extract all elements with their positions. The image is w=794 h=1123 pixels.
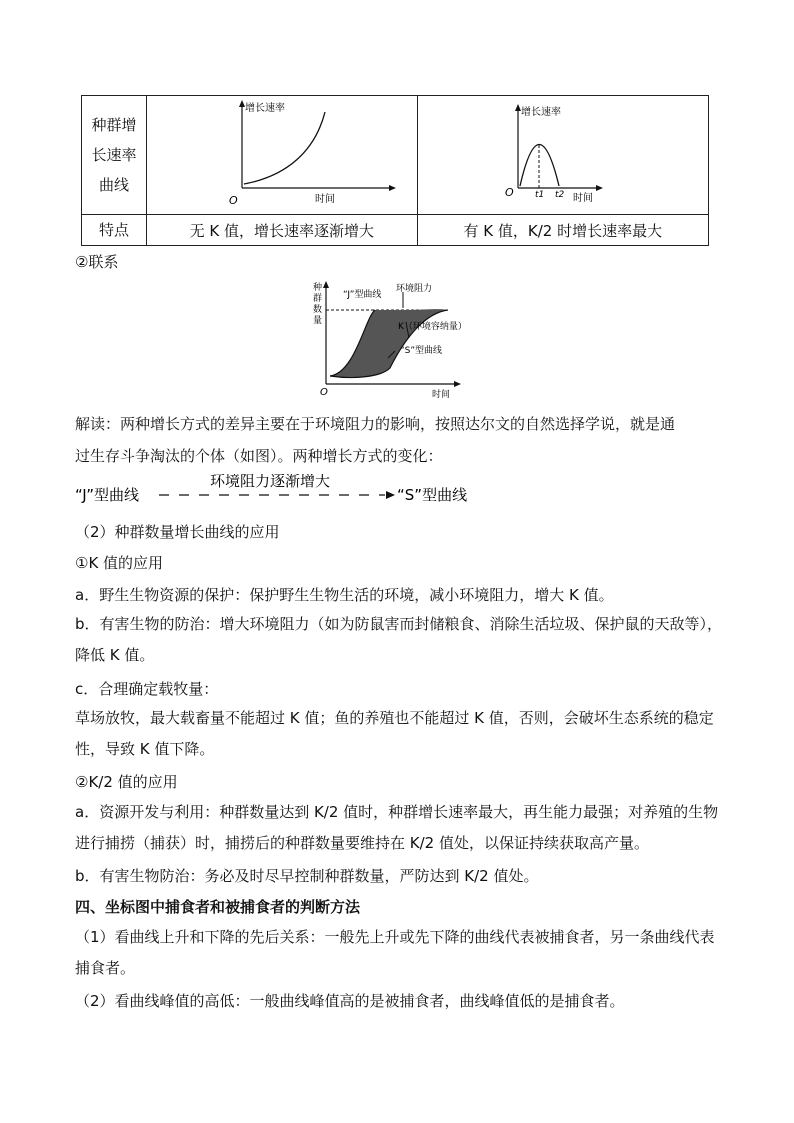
j-to-s-transition: [75, 474, 575, 514]
link-x-arrow: [454, 381, 461, 387]
s-t2-label: t2: [554, 190, 564, 200]
s-origin-label: O: [504, 186, 514, 199]
link-y-label-3: 数: [313, 305, 323, 315]
row-header-curve: [82, 96, 147, 215]
link-y-label-2: 群: [313, 294, 323, 304]
j-feature-cell: 无 K 值，增长速率逐渐增大: [147, 215, 418, 246]
j-x-arrow: [389, 185, 396, 191]
resistance-label: 环境阻力: [396, 284, 433, 294]
k-label: K（环境容纳量）: [398, 322, 467, 332]
k2-point-a: a．资源开发与利用：种群数量达到 K/2 值时，种群增长速率最大，再生能力最强；对养殖的生物进行捕捞（捕获）时，捕捞后的种群数量要维持在 K/2 值处，以保证持续获取高产量。: [75, 803, 719, 852]
transition-from: “J”型曲线: [75, 486, 140, 504]
interpretation-line-1: 解读：两种增长方式的差异主要在于环境阻力的影响，按照达尔文的自然选择学说，就是通: [75, 415, 676, 433]
j-origin-label: O: [229, 194, 238, 207]
k-application-title: ①K 值的应用: [75, 554, 164, 572]
j-rate-curve: [244, 112, 325, 184]
s-growth-rate-chart-cell: [417, 96, 708, 215]
j-s-link-chart: [310, 278, 480, 400]
j-growth-rate-chart: [147, 96, 447, 214]
j-growth-rate-chart-cell: [147, 96, 418, 215]
k-point-c: c．合理确定载牧量：: [75, 680, 219, 698]
row-header-line-2: 长速率: [91, 146, 137, 164]
environmental-resistance-area: [330, 309, 448, 377]
transition-to: “S”型曲线: [397, 486, 468, 504]
growth-rate-table: [81, 95, 709, 246]
s-curve-label: “S”型曲线: [400, 346, 443, 356]
k2-point-b: b．有害生物防治：务必及时尽早控制种群数量，严防达到 K/2 值处。: [75, 867, 539, 885]
lianxi-heading: ②联系: [75, 253, 119, 271]
k-point-b: b．有害生物的防治：增大环境阻力（如为防鼠害而封储粮食、消除生活垃圾、保护鼠的天敌等），降低 K 值。: [75, 615, 723, 664]
j-y-label: 增长速率: [245, 103, 285, 114]
j-x-label: 时间: [315, 194, 335, 205]
s-x-arrow: [596, 185, 603, 191]
transition-arrow-head: [386, 491, 395, 499]
s-x-label: 时间: [572, 193, 593, 204]
j-curve-label: “J”型曲线: [343, 290, 382, 300]
k-point-a: a．野生生物资源的保护：保护野生生物生活的环境，减小环境阻力，增大 K 值。: [75, 586, 614, 604]
link-y-arrow: [323, 281, 329, 288]
row-header-line-3: 曲线: [98, 176, 129, 194]
s-feature-cell: 有 K 值，K/2 时增长速率最大: [417, 215, 708, 246]
section-4-point-1: （1）看曲线上升和下降的先后关系：一般先上升或先下降的曲线代表被捕食者，另一条曲线代表捕食者。: [75, 928, 715, 977]
s-y-label: 增长速率: [520, 107, 561, 118]
k2-application-title: ②K/2 值的应用: [75, 773, 178, 791]
row-header-feature: 特点: [82, 215, 147, 246]
link-y-label-1: 种: [313, 283, 323, 293]
section-4-title: 四、坐标图中捕食者和被捕食者的判断方法: [75, 898, 361, 916]
section-2-title: （2）种群数量增长曲线的应用: [75, 523, 280, 541]
link-origin-label: O: [320, 387, 328, 398]
section-4-point-2: （2）看曲线峰值的高低：一般曲线峰值高的是被捕食者，曲线峰值低的是捕食者。: [75, 992, 625, 1010]
interpretation-line-2: 过生存斗争淘汰的个体（如图）。两种增长方式的变化：: [75, 447, 443, 465]
k-point-c-detail: 草场放牧，最大载畜量不能超过 K 值；鱼的养殖也不能超过 K 值，否则，会破坏生态系统的稳定性，导致 K 值下降。: [75, 709, 714, 758]
s-growth-rate-chart: [418, 96, 678, 214]
transition-label: 环境阻力逐渐增大: [210, 474, 331, 490]
s-t1-label: t1: [534, 190, 544, 200]
link-x-label: 时间: [432, 390, 451, 400]
row-header-line-1: 种群增: [91, 116, 137, 134]
link-y-label-4: 量: [313, 316, 323, 326]
